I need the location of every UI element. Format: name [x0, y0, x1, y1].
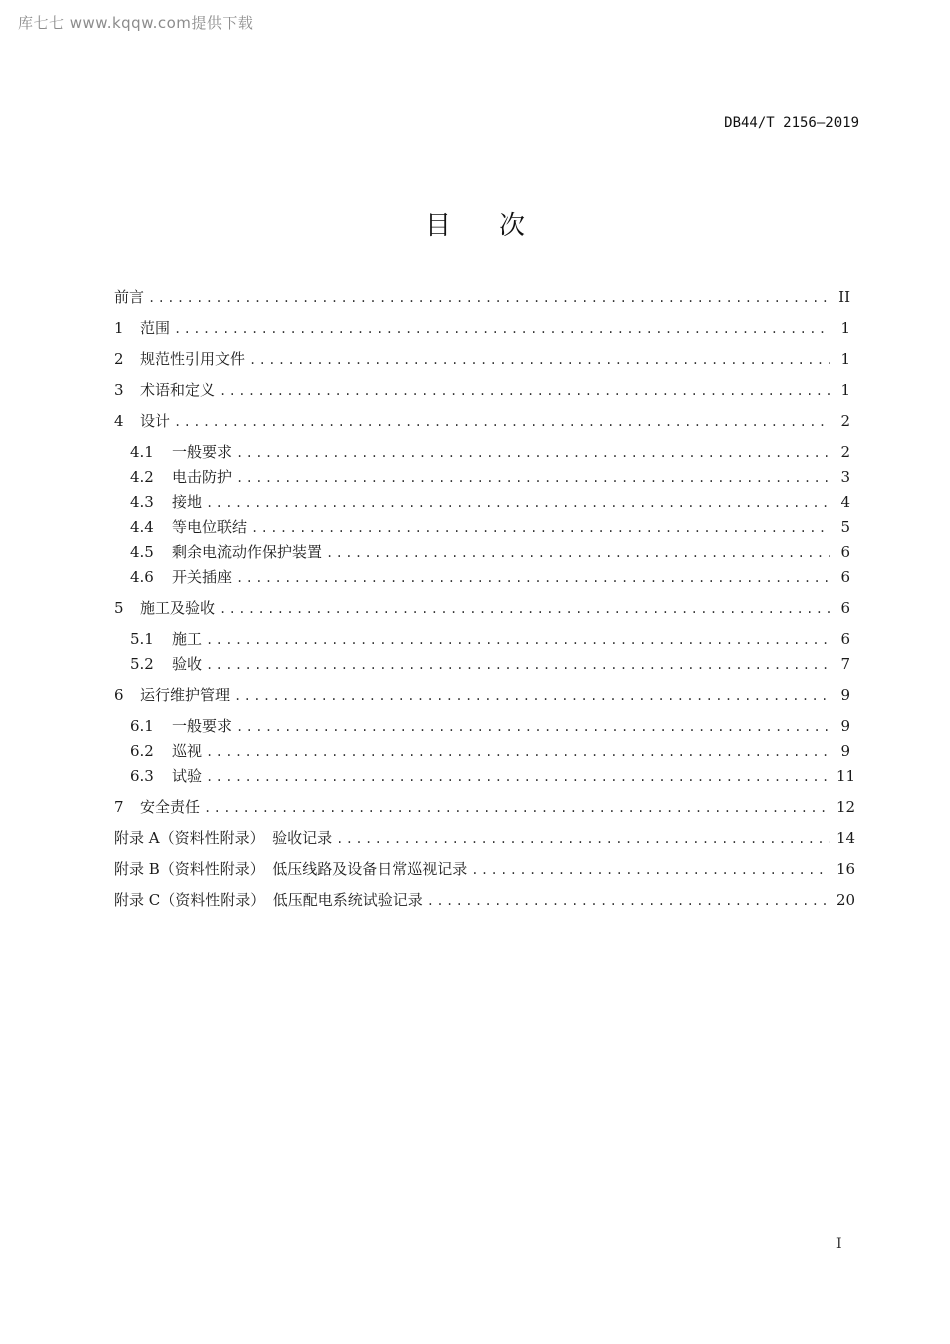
toc-entry-label: 安全责任 [140, 798, 201, 816]
toc-entry-number: 6.3 [130, 767, 154, 785]
toc-entry-number: 4 [114, 412, 124, 430]
toc-entry-label: 规范性引用文件 [140, 350, 246, 368]
toc-entry-number: 3 [114, 381, 124, 399]
toc-entry-label: 术语和定义 [140, 381, 216, 399]
toc-entry-label: 巡视 [172, 742, 203, 760]
toc-entry-4[interactable] [114, 411, 850, 432]
toc-entry-page: 9 [840, 717, 850, 735]
toc-entry-5-1[interactable] [130, 629, 850, 650]
dot-leader [206, 493, 830, 513]
toc-entry-page: 6 [840, 630, 850, 648]
toc-entry-number: 4.4 [130, 518, 154, 536]
toc-entry-label: 前言 [114, 288, 145, 306]
watermark-text: 库七七 www.kqqw.com提供下载 [18, 14, 254, 32]
toc-entry-appendix-b[interactable] [114, 859, 856, 880]
toc-entry-number: 4.5 [130, 543, 154, 561]
standard-number: DB44/T 2156—2019 [724, 115, 859, 131]
dot-leader [206, 655, 830, 675]
toc-entry-appendix-c[interactable] [114, 890, 856, 911]
toc-entry-number: 4.3 [130, 493, 154, 511]
toc-entry-7[interactable] [114, 797, 856, 818]
toc-entry-page: 6 [840, 543, 850, 561]
dot-leader [471, 860, 830, 880]
toc-entry-label: 验收 [172, 655, 203, 673]
toc-entry-4-2[interactable] [130, 467, 850, 488]
dot-leader [236, 717, 830, 737]
toc-entry-4-4[interactable] [130, 517, 850, 538]
toc-entry-6-2[interactable] [130, 741, 850, 762]
toc-entry-4-1[interactable] [130, 442, 850, 463]
dot-leader [427, 891, 830, 911]
toc-entry-3[interactable] [114, 380, 850, 401]
page-number: I [836, 1236, 842, 1252]
toc-entry-page: 9 [840, 742, 850, 760]
toc-entry-page: 2 [840, 443, 850, 461]
toc-entry-label: 附录 B（资料性附录） 低压线路及设备日常巡视记录 [114, 860, 468, 878]
toc-entry-number: 5.2 [130, 655, 154, 673]
dot-leader [236, 568, 830, 588]
toc-entry-label: 运行维护管理 [140, 686, 231, 704]
toc-entry-label: 剩余电流动作保护装置 [172, 543, 323, 561]
toc-entry-page: 16 [836, 860, 856, 878]
toc-entry-number: 5.1 [130, 630, 154, 648]
dot-leader [206, 767, 830, 787]
toc-entry-page: 1 [840, 319, 850, 337]
toc-entry-label: 附录 C（资料性附录） 低压配电系统试验记录 [114, 891, 423, 909]
dot-leader [249, 350, 830, 370]
toc-entry-label: 一般要求 [172, 717, 233, 735]
toc-entry-page: 1 [840, 381, 850, 399]
toc-entry-page: 3 [840, 468, 850, 486]
toc-entry-number: 4.1 [130, 443, 154, 461]
dot-leader [219, 381, 830, 401]
toc-entry-number: 6.2 [130, 742, 154, 760]
toc-entry-number: 7 [114, 798, 124, 816]
toc-entry-label: 施工 [172, 630, 203, 648]
toc-entry-label: 电击防护 [172, 468, 233, 486]
toc-entry-6-1[interactable] [130, 716, 850, 737]
toc-entry-4-3[interactable] [130, 492, 850, 513]
toc-entry-5[interactable] [114, 598, 850, 619]
toc-entry-page: 14 [836, 829, 856, 847]
dot-leader [251, 518, 830, 538]
dot-leader [236, 468, 830, 488]
toc-entry-6[interactable] [114, 685, 850, 706]
dot-leader [174, 319, 830, 339]
toc-entry-preface[interactable] [114, 287, 850, 308]
toc-entry-6-3[interactable] [130, 766, 856, 787]
page-title: 目次 [424, 211, 573, 241]
toc-entry-page: 7 [840, 655, 850, 673]
toc-entry-number: 1 [114, 319, 124, 337]
dot-leader [326, 543, 830, 563]
dot-leader [236, 443, 830, 463]
toc-entry-number: 4.6 [130, 568, 154, 586]
toc-entry-page: 6 [840, 599, 850, 617]
toc-entry-page: 4 [840, 493, 850, 511]
toc-entry-page: 11 [836, 767, 856, 785]
toc-entry-4-6[interactable] [130, 567, 850, 588]
toc-entry-5-2[interactable] [130, 654, 850, 675]
toc-entry-label: 施工及验收 [140, 599, 216, 617]
dot-leader [204, 798, 830, 818]
toc-entry-number: 2 [114, 350, 124, 368]
toc-entry-2[interactable] [114, 349, 850, 370]
toc-entry-page: II [838, 288, 850, 306]
toc-entry-label: 附录 A（资料性附录） 验收记录 [114, 829, 333, 847]
toc-entry-number: 5 [114, 599, 124, 617]
toc-entry-page: 9 [840, 686, 850, 704]
dot-leader [206, 630, 830, 650]
toc-entry-label: 设计 [140, 412, 171, 430]
toc-entry-4-5[interactable] [130, 542, 850, 563]
dot-leader [148, 288, 830, 308]
toc-entry-label: 接地 [172, 493, 203, 511]
toc-entry-page: 6 [840, 568, 850, 586]
toc-entry-label: 一般要求 [172, 443, 233, 461]
toc-entry-1[interactable] [114, 318, 850, 339]
toc-entry-number: 6.1 [130, 717, 154, 735]
toc-entry-page: 5 [840, 518, 850, 536]
dot-leader [206, 742, 830, 762]
toc-entry-page: 20 [836, 891, 856, 909]
toc-entry-label: 等电位联结 [172, 518, 248, 536]
toc-entry-page: 12 [836, 798, 856, 816]
toc-entry-label: 试验 [172, 767, 203, 785]
dot-leader [234, 686, 830, 706]
toc-entry-page: 1 [840, 350, 850, 368]
toc-entry-page: 2 [840, 412, 850, 430]
toc-entry-number: 4.2 [130, 468, 154, 486]
toc-entry-appendix-a[interactable] [114, 828, 856, 849]
toc-entry-number: 6 [114, 686, 124, 704]
dot-leader [219, 599, 830, 619]
dot-leader [336, 829, 830, 849]
toc-entry-label: 开关插座 [172, 568, 233, 586]
toc-entry-label: 范围 [140, 319, 171, 337]
dot-leader [174, 412, 830, 432]
